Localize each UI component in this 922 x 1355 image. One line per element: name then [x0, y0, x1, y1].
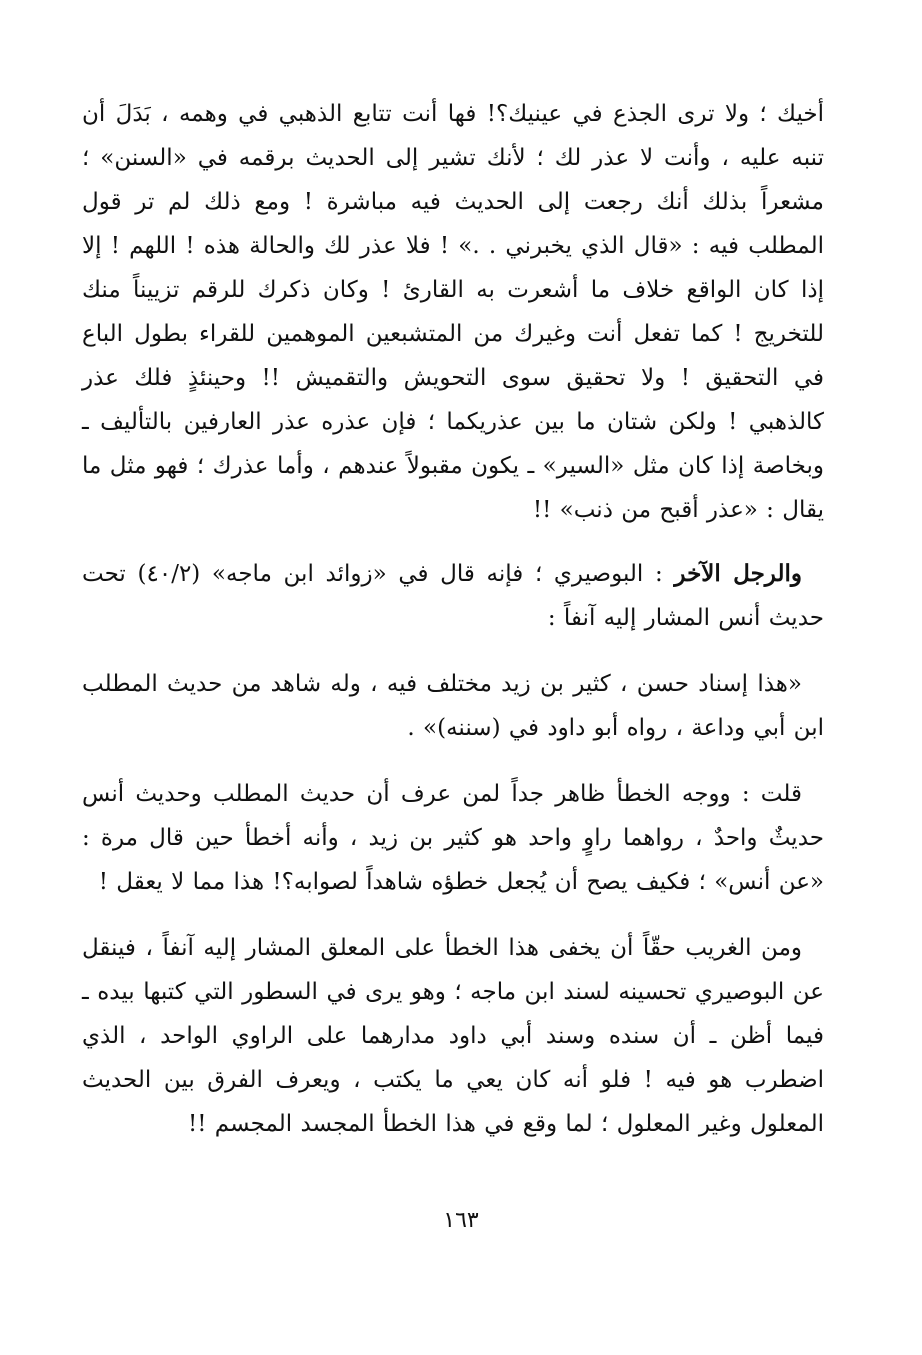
paragraph-1-text: أخيك ؛ ولا ترى الجذع في عينيك؟! فها أنت تتابع الذهبي في وهمه ، بَدَلَ أن تنبه عليه ، وأنت لا عذر لك ؛ لأنك تشير إلى الحديث برقمه في «السنن» ؛ مشعراً بذلك أنك رجعت إلى الحديث فيه مباشرة ! ومع ذلك لم تر قول المطلب فيه : «قال الذي يخبرني . .» ! فلا عذر لك والحالة هذه ! اللهم ! إلا إذا كان الواقع خلاف ما أشعرت به القارئ ! وكان ذكرك للرقم تزييناً منك للتخريج ! كما تفعل أنت وغيرك من المتشبعين الموهمين للقراء بطول الباع في التحقيق ! ولا تحقيق سوى التحويش والتقميش !! وحينئذٍ فلك عذر كالذهبي ! ولكن شتان ما بين عذريكما ؛ فإن عذره عذر العارفين بالتأليف ـ وبخاصة إذا كان مثل «السير» ـ يكون مقبولاً عندهم ، وأما عذرك ؛ فهو مثل ما يقال : «عذر أقبح من ذنب» !! — [82, 101, 824, 523]
paragraph-5 — [82, 926, 824, 1146]
paragraph-2-lead: والرجل الآخر — [674, 560, 802, 587]
paragraph-4 — [82, 772, 824, 904]
paragraph-2 — [82, 552, 824, 640]
paragraph-2-text: : البوصيري ؛ فإنه قال في «زوائد ابن ماجه» (٤٠/٢) تحت حديث أنس المشار إليه آنفاً : — [82, 561, 824, 631]
paragraph-3-quote — [82, 662, 824, 750]
paragraph-4-text: قلت : ووجه الخطأ ظاهر جداً لمن عرف أن حديث المطلب وحديث أنس حديثٌ واحدٌ ، رواهما راوٍ واحد هو كثير بن زيد ، وأنه أخطأ حين قال مرة : «عن أنس» ؛ فكيف يصح أن يُجعل خطؤه شاهداً لصوابه؟! هذا مما لا يعقل ! — [82, 781, 824, 895]
body-text — [82, 92, 824, 1168]
page-number: ١٦٣ — [443, 1208, 479, 1233]
paragraph-1 — [82, 92, 824, 532]
paragraph-5-text: ومن الغريب حقّاً أن يخفى هذا الخطأ على المعلق المشار إليه آنفاً ، فينقل عن البوصيري تحسينه لسند ابن ماجه ؛ وهو يرى في السطور التي كتبها بيده ـ فيما أظن ـ أن سنده وسند أبي داود مدارهما على الراوي الواحد ، الذي اضطرب هو فيه ! فلو أنه كان يعي ما يكتب ، ويعرف الفرق بين الحديث المعلول وغير المعلول ؛ لما وقع في هذا الخطأ المجسد المجسم !! — [82, 935, 824, 1137]
paragraph-3-text: «هذا إسناد حسن ، كثير بن زيد مختلف فيه ، وله شاهد من حديث المطلب ابن أبي وداعة ، رواه أبو داود في (سننه)» . — [82, 671, 824, 741]
